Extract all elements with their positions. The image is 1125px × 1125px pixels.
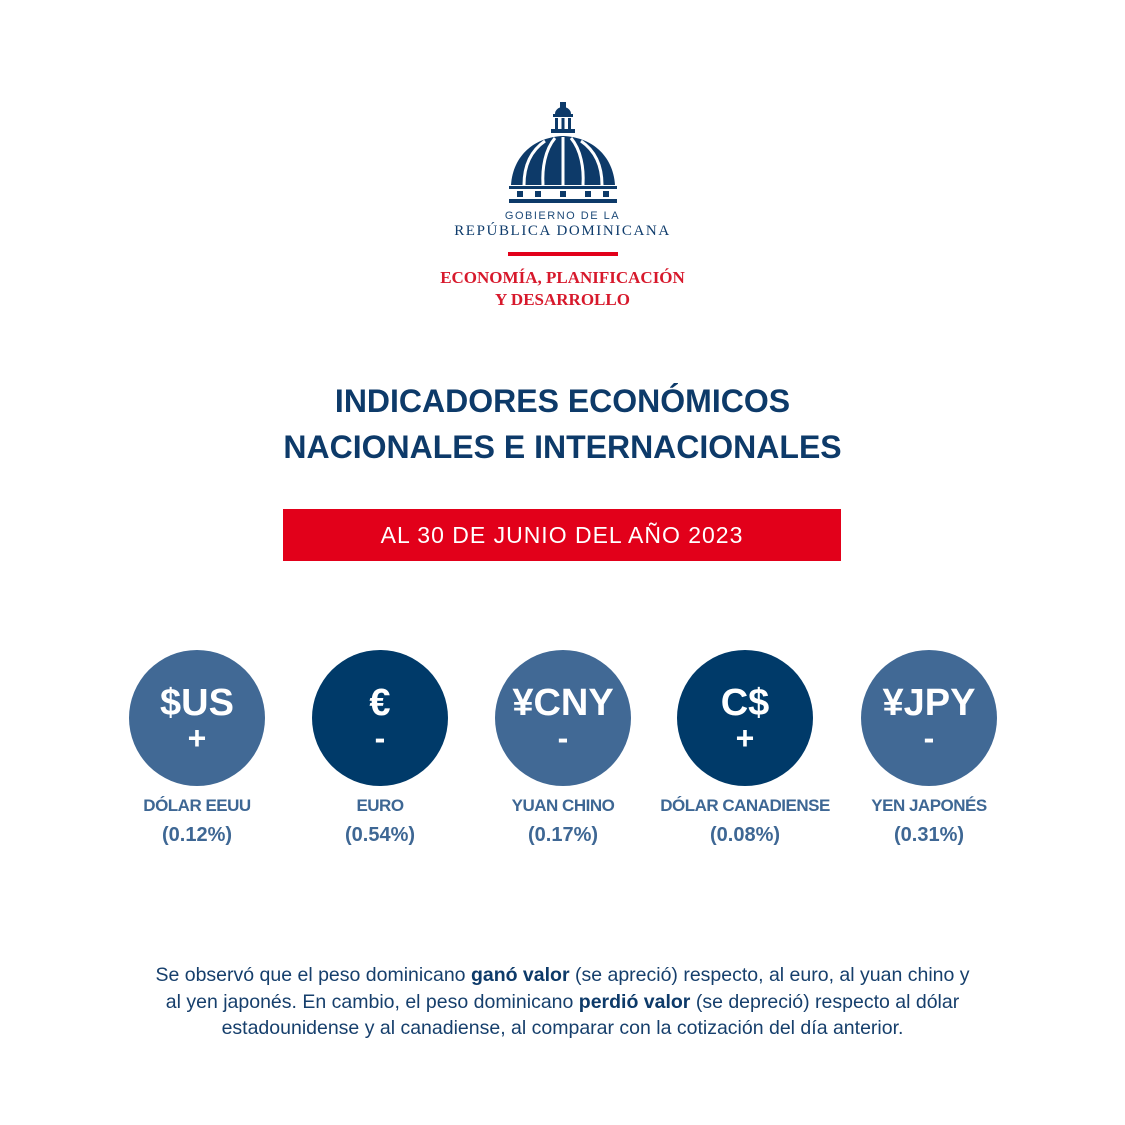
currency-item <box>839 650 1019 847</box>
logo-text-line1: GOBIERNO DE LA <box>504 210 621 222</box>
currency-item <box>107 650 287 847</box>
change-direction-sign: + <box>735 720 755 756</box>
ministry-name-line2: Y DESARROLLO <box>495 290 630 309</box>
currency-item <box>473 650 653 847</box>
currency-circle <box>312 650 448 786</box>
summary-highlight-loss: perdió valor <box>578 990 691 1013</box>
ministry-name-line1: ECONOMÍA, PLANIFICACIÓN <box>440 268 685 287</box>
dome-logo-icon <box>505 100 621 208</box>
currency-name: DÓLAR CANADIENSE <box>660 796 830 815</box>
currency-change: (0.31%) <box>893 824 965 846</box>
currency-symbol: ¥JPY <box>882 682 976 724</box>
change-direction-sign: + <box>187 720 207 756</box>
currency-change: (0.12%) <box>161 824 233 846</box>
summary-part: (se apreció) respecto, al euro, al yuan chino y al yen japonés. En cambio, el peso dominicano <box>165 964 970 1013</box>
currency-circle <box>861 650 997 786</box>
currency-name: YUAN CHINO <box>511 796 615 815</box>
currency-change: (0.08%) <box>709 824 781 846</box>
currency-name: DÓLAR EEUU <box>143 796 251 815</box>
currency-change: (0.17%) <box>527 824 599 846</box>
currency-circle <box>495 650 631 786</box>
currency-symbol: C$ <box>720 682 770 724</box>
currency-name: YEN JAPONÉS <box>871 796 987 815</box>
currency-symbol: $US <box>160 682 234 724</box>
currency-symbol: ¥CNY <box>512 682 614 724</box>
page-title-line2: NACIONALES E INTERNACIONALES <box>283 429 842 465</box>
summary-part: (se depreció) respecto al dólar estadounidense y al canadiense, al comparar con la cotización del día anterior. <box>221 990 960 1039</box>
page-title-line1: INDICADORES ECONÓMICOS <box>334 383 791 419</box>
logo-text-line2: REPÚBLICA DOMINICANA <box>454 223 671 239</box>
currency-item <box>290 650 470 847</box>
summary-text <box>150 962 975 1042</box>
currency-name: EURO <box>356 796 404 815</box>
currency-change: (0.54%) <box>344 824 416 846</box>
summary-highlight-gain: ganó valor <box>470 964 570 986</box>
currency-symbol: € <box>369 682 391 724</box>
currency-circle <box>677 650 813 786</box>
change-direction-sign: - <box>374 720 386 756</box>
summary-part: Se observó que el peso dominicano <box>155 964 471 986</box>
date-banner: AL 30 DE JUNIO DEL AÑO 2023 <box>283 509 841 561</box>
change-direction-sign: - <box>557 720 569 756</box>
currency-item <box>655 650 835 847</box>
change-direction-sign: - <box>923 720 935 756</box>
logo-divider <box>508 252 618 256</box>
currency-circle <box>129 650 265 786</box>
